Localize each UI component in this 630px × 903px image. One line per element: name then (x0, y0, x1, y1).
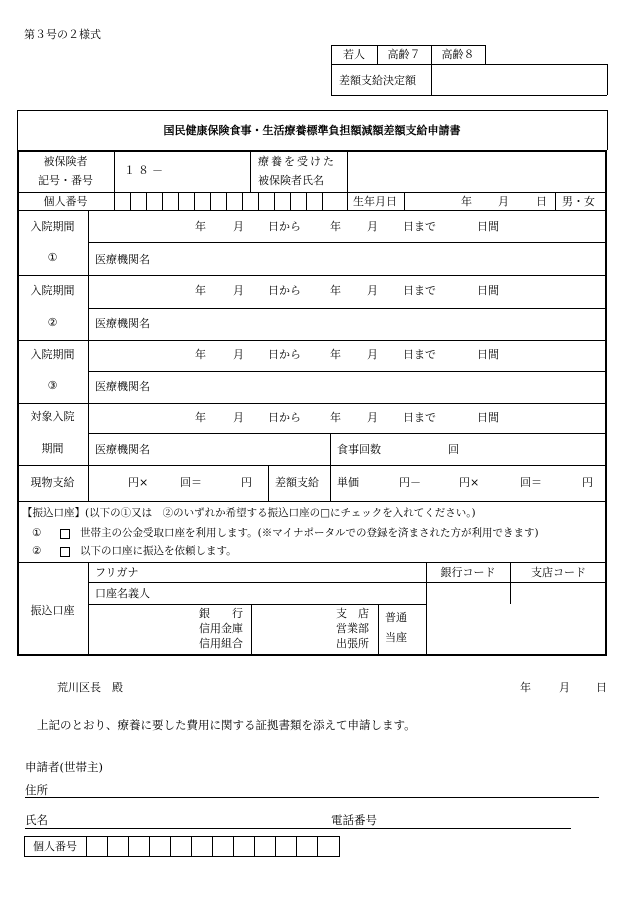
period-2-marker: ② (47, 316, 58, 329)
meals-unit: 回 (448, 443, 459, 456)
difference-label: 差額支給 (275, 476, 319, 489)
p1-days: 日間 (477, 220, 499, 233)
diff-yen-times: 円× (459, 476, 480, 489)
diff-yen-minus: 円－ (399, 476, 421, 489)
p3-from: 日から (268, 348, 301, 361)
birth-year: 年 (461, 195, 472, 208)
branch-type-branch: 支 店 (336, 607, 369, 620)
address-line[interactable] (25, 797, 599, 798)
personal-number-label: 個人番号 (43, 195, 88, 208)
bank-type-shinkin: 信用金庫 (199, 622, 243, 635)
period-1-marker: ① (47, 251, 58, 264)
form-title: 国民健康保険食事・生活療養標準負担額減額差額支給申請書 (163, 124, 461, 137)
p3-start-year: 年 (195, 348, 206, 361)
in-kind-yen: 円 (241, 476, 252, 489)
p3-hospital-label: 医療機関名 (95, 380, 150, 393)
t-end-year: 年 (330, 411, 341, 424)
target-label-1: 対象入院 (30, 410, 75, 423)
t-from: 日から (268, 411, 301, 424)
p1-end-month: 月 (367, 220, 378, 233)
diff-yen: 円 (582, 476, 593, 489)
period-3-label: 入院期間 (30, 348, 75, 361)
t-hospital-label: 医療機関名 (95, 443, 150, 456)
addressee: 荒川区長 殿 (57, 681, 123, 694)
period-3-marker: ③ (47, 379, 58, 392)
insured-number-prefix: １８－ (124, 164, 166, 177)
target-label-2: 期間 (41, 442, 64, 455)
p2-to: 日まで (403, 284, 436, 297)
decision-amount-label: 差額支給決定額 (339, 74, 416, 87)
insured-label-1: 被保険者 (43, 155, 88, 168)
name-label: 氏名 (25, 813, 48, 827)
option-1-text: 世帯主の公金受取口座を利用します。(※マイナポータルでの登録を済まされた方が利用できます) (80, 527, 539, 539)
period-1-label: 入院期間 (30, 220, 75, 233)
insured-label-2: 記号・番号 (38, 174, 93, 187)
category-elderly-7: 高齢７ (387, 48, 421, 61)
option-2-checkbox[interactable] (60, 547, 70, 557)
t-start-year: 年 (195, 411, 206, 424)
in-kind-yen-times: 円× (128, 476, 149, 489)
period-2-label: 入院期間 (30, 284, 75, 297)
account-type-current: 当座 (385, 631, 407, 644)
option-1-number: ① (32, 527, 42, 539)
recipient-label-1: 療養を受けた (258, 155, 336, 168)
branch-type-office: 出張所 (336, 637, 369, 650)
in-kind-times-eq: 回＝ (180, 476, 202, 489)
bank-account-label: 振込口座 (30, 604, 75, 617)
p3-end-year: 年 (330, 348, 341, 361)
furigana-label: フリガナ (95, 566, 139, 579)
p3-start-month: 月 (233, 348, 244, 361)
p2-hospital-label: 医療機関名 (95, 317, 150, 330)
branch-code-label: 支店コード (531, 566, 586, 579)
account-type-ordinary: 普通 (385, 611, 407, 624)
p2-end-month: 月 (367, 284, 378, 297)
t-end-month: 月 (367, 411, 378, 424)
bank-type-kumiai: 信用組合 (199, 637, 243, 650)
p1-from: 日から (268, 220, 301, 233)
birth-month: 月 (498, 195, 509, 208)
meals-label: 食事回数 (337, 443, 381, 456)
p3-end-month: 月 (367, 348, 378, 361)
p2-from: 日から (268, 284, 301, 297)
birth-day: 日 (536, 195, 547, 208)
diff-times-eq: 回＝ (520, 476, 542, 489)
applicant-id-label: 個人番号 (33, 840, 77, 853)
p1-hospital-label: 医療機関名 (95, 253, 150, 266)
applicant-label: 申請者(世帯主) (25, 760, 103, 774)
bank-code-label: 銀行コード (440, 566, 496, 579)
statement: 上記のとおり、療養に要した費用に関する証拠書類を添えて申請します。 (37, 718, 416, 732)
account-note-header: 【振込口座】(以下の①又は ②のいずれか希望する振込口座の□にチェックを入れてください。) (22, 507, 476, 519)
p1-end-year: 年 (330, 220, 341, 233)
p3-to: 日まで (403, 348, 436, 361)
option-2-text: 以下の口座に振込を依頼します。 (80, 545, 237, 557)
phone-label: 電話番号 (331, 813, 377, 827)
account-holder-label: 口座名義人 (95, 587, 150, 600)
p2-days: 日間 (477, 284, 499, 297)
p3-days: 日間 (477, 348, 499, 361)
t-days: 日間 (477, 411, 499, 424)
p1-start-year: 年 (195, 220, 206, 233)
p1-to: 日まで (403, 220, 436, 233)
category-elderly-8: 高齢８ (441, 48, 475, 61)
recipient-label-2: 被保険者氏名 (258, 174, 324, 187)
p2-start-month: 月 (233, 284, 244, 297)
bank-type-bank: 銀 行 (199, 607, 243, 620)
in-kind-label: 現物支給 (30, 476, 75, 489)
p1-start-month: 月 (233, 220, 244, 233)
address-label: 住所 (25, 783, 48, 797)
date-day: 日 (596, 681, 607, 694)
p2-end-year: 年 (330, 284, 341, 297)
unit-price-label: 単価 (337, 476, 359, 489)
t-to: 日まで (403, 411, 436, 424)
form-number: 第３号の２様式 (24, 28, 101, 41)
birth-date-label: 生年月日 (353, 195, 397, 208)
branch-type-sales: 営業部 (336, 622, 369, 635)
category-young: 若人 (343, 48, 365, 61)
p2-start-year: 年 (195, 284, 206, 297)
t-start-month: 月 (233, 411, 244, 424)
gender: 男・女 (562, 195, 595, 208)
date-month: 月 (559, 681, 570, 694)
date-year: 年 (520, 681, 531, 694)
option-1-checkbox[interactable] (60, 529, 70, 539)
name-phone-line[interactable] (25, 828, 571, 829)
option-2-number: ② (32, 545, 42, 557)
